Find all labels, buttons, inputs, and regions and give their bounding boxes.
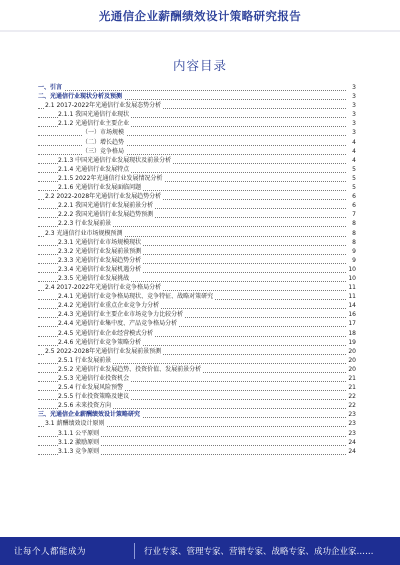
toc-entry-label: 2.4.3 光通信行业主要企业市场竞争力比较分析 [58,311,184,319]
toc-entry-page: 8 [346,229,356,238]
toc-entry-page: 10 [346,274,356,283]
toc-entry-label: 2.1.3 中国光通信行业发展现状及前景分析 [58,156,172,164]
toc-entry-page: 8 [346,238,356,247]
toc-entry-page: 6 [346,201,356,210]
table-of-contents [38,83,356,456]
page-header [0,0,400,32]
toc-entry-page: 10 [346,265,356,274]
toc-entry-page: 9 [346,247,356,256]
toc-entry-label: 3.1 薪酬绩效设计原则 [45,420,105,428]
toc-entry-label: 2.5.5 行业投资策略及建议 [58,393,130,401]
toc-entry-page: 22 [346,401,356,410]
toc-entry-label: 2.5.4 行业发展风险预警 [58,384,124,392]
toc-entry-label: 2.1.4 光通信行业发展特点 [58,165,130,173]
toc-entry-page: 4 [346,138,356,147]
toc-entry-label: 2.5.6 未来投资方向 [58,402,112,410]
toc-entry-page: 22 [346,392,356,401]
toc-entry-page: 23 [346,419,356,428]
toc-entry-page: 3 [346,83,356,92]
toc-entry-page: 14 [346,301,356,310]
toc-entry-page: 6 [346,192,356,201]
toc-entry-page: 21 [346,374,356,383]
toc-entry-label: 2.2.1 我国光通信行业发展前景分析 [58,202,154,210]
toc-entry-page: 19 [346,338,356,347]
toc-entry-label: 一、引言 [38,84,63,91]
toc-heading: 内容目录 [172,58,227,73]
toc-entry-page: 21 [346,383,356,392]
toc-entry-page: 4 [346,156,356,165]
toc-entry[interactable] [38,447,356,456]
toc-entry-label: 2.3.4 光通信行业发展机遇分析 [58,265,142,273]
toc-entry-page: 24 [346,438,356,447]
toc-entry-page: 5 [346,183,356,192]
toc-entry-page: 20 [346,356,356,365]
toc-entry-label: （二）增长趋势 [82,138,125,146]
toc-entry-page: 11 [346,283,356,292]
toc-entry-page: 3 [346,101,356,110]
toc-entry-page: 8 [346,219,356,228]
toc-entry-label: 2.2 2022-2028年光通信行业发展趋势分析 [45,193,162,201]
toc-entry-page: 3 [346,128,356,137]
toc-entry-page: 4 [346,147,356,156]
toc-entry-label: 三、光通信企业薪酬绩效设计策略研究 [38,411,141,419]
toc-entry-page: 23 [346,429,356,438]
toc-entry-page: 7 [346,210,356,219]
toc-entry-page: 17 [346,319,356,328]
toc-entry-label: 3.1.1 公平原则 [58,429,100,437]
toc-entry-page: 3 [346,119,356,128]
toc-entry-page: 11 [346,292,356,301]
report-title: 光通信企业薪酬绩效设计策略研究报告 [98,9,302,23]
toc-entry-page: 5 [346,174,356,183]
toc-entry-label: 2.1.6 光通信行业发展面临问题 [58,184,142,192]
footer-divider [134,543,135,559]
toc-entry-page: 23 [346,410,356,419]
toc-entry-label: 2.2.2 我国光通信行业发展趋势预测 [58,211,154,219]
toc-entry-label: 2.4.4 光通信行业集中度、产品竞争格局分析 [58,320,178,328]
toc-entry-label: 3.1.2 激励原则 [58,438,100,446]
toc-entry-label: 2.1.1 我国光通信行业现状 [58,111,130,119]
toc-entry-label: 2.3 光通信行业市场规模预测 [45,229,123,237]
toc-entry-label: 2.5.1 行业发展前景 [58,356,112,364]
toc-entry-label: 2.3.5 光通信行业发展挑战 [58,274,130,282]
toc-entry-page: 3 [346,110,356,119]
toc-entry-label: 2.2.3 行业发展前景 [58,220,112,228]
footer-tagline: 行业专家、管理专家、营销专家、战略专家、成功企业家…… [144,547,374,557]
toc-entry-label: 2.3.1 光通信行业市场规模现状 [58,238,142,246]
toc-entry-page: 18 [346,329,356,338]
toc-entry-label: 2.4.2 光通信行业重点企业竞争力分析 [58,302,160,310]
toc-entry-page: 20 [346,365,356,374]
toc-entry-label: 2.5 2022-2028年光通信行业发展前景预测 [45,347,162,355]
toc-entry-label: 2.5.3 光通信行业投资机会 [58,375,130,382]
toc-entry-label: 2.1 2017-2022年光通信行业发展态势分析 [45,102,162,110]
footer-slogan: 让每个人都能成为 [14,547,87,557]
toc-entry-label: 2.4 2017-2022年光通信行业竞争格局分析 [45,284,162,292]
toc-entry-label: 2.3.2 光通信行业发展前景预测 [58,247,142,255]
toc-entry-page: 9 [346,256,356,265]
toc-entry-label: 二、光通信行业现状分析及预测 [38,93,123,101]
toc-entry-page: 20 [346,347,356,356]
toc-entry-page: 3 [346,92,356,101]
toc-entry-label: 2.5.2 光通信行业发展趋势、投资价值、发展前景分析 [58,365,202,373]
page-footer [0,537,400,565]
toc-entry-label: 3.1.3 竞争原则 [58,447,100,455]
toc-entry-label: （三）竞争格局 [82,147,125,155]
toc-entry-label: 2.3.3 光通信行业发展趋势分析 [58,256,142,264]
toc-entry-label: 2.1.2 光通信行业主要企业 [58,120,130,128]
toc-entry-label: 2.4.5 光通信行业企业经营模式分析 [58,329,154,337]
toc-entry-label: 2.4.1 光通信行业竞争格局现状、竞争特征、战略对策研究 [58,293,214,301]
toc-entry-page: 16 [346,310,356,319]
toc-entry-label: （一）市场规模 [82,129,125,137]
toc-entry-label: 2.1.5 2022年光通信行业发展情况分析 [58,174,163,182]
toc-entry-label: 2.4.6 光通信行业竞争策略分析 [58,338,142,346]
toc-entry-page: 5 [346,165,356,174]
toc-entry-page: 24 [346,447,356,456]
